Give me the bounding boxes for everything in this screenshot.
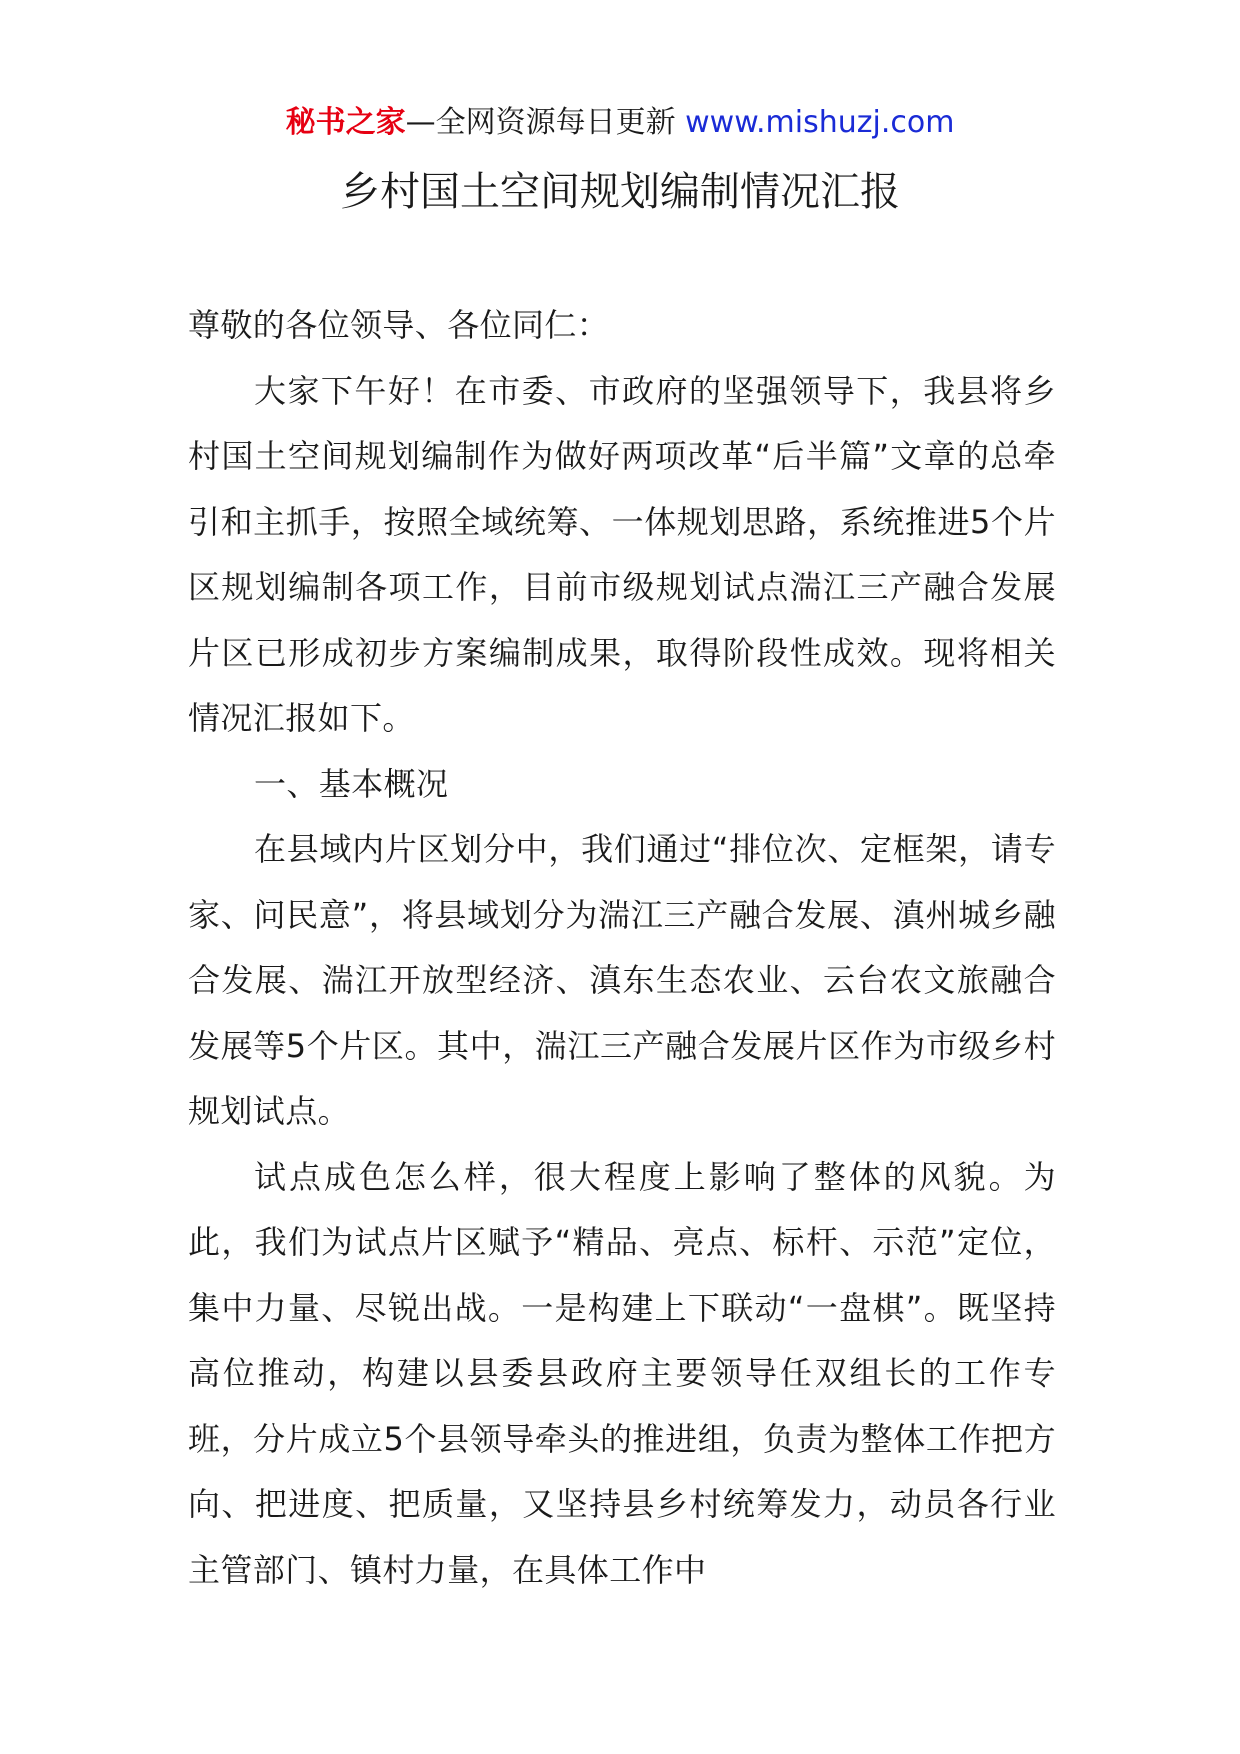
paragraph-intro: 大家下午好！在市委、市政府的坚强领导下，我县将乡村国土空间规划编制作为做好两项改革“后半篇”文章的总牵引和主抓手，按照全域统筹、一体规划思路，系统推进5个片区规划编制各项工作，目前市级规划试点湍江三产融合发展片区已形成初步方案编制成果，取得阶段性成效。现将相关情况汇报如下。 — [188, 371, 1056, 737]
site-header — [0, 103, 1240, 143]
paragraph-pilot: 试点成色怎么样，很大程度上影响了整体的风貌。为此，我们为试点片区赋予“精品、亮点、标杆、示范”定位，集中力量、尽锐出战。一是构建上下联动“一盘棋”。既坚持高位推动，构建以县委县政府主要领导任双组长的工作专班，分片成立5个县领导牵头的推进组，负责为整体工作把方向、把进度、把质量，又坚持县乡村统筹发力，动员各行业主管部门、镇村力量，在具体工作中 — [188, 1157, 1056, 1589]
header-slogan: —全网资源每日更新 — [405, 105, 676, 140]
brand-name: 秘书之家 — [285, 105, 406, 140]
document-title: 乡村国土空间规划编制情况汇报 — [340, 169, 900, 215]
salutation: 尊敬的各位领导、各位同仁： — [188, 306, 610, 344]
header-url-link[interactable]: www.mishuzj.com — [685, 105, 955, 140]
paragraph-overview: 在县域内片区划分中，我们通过“排位次、定框架，请专家、问民意”，将县域划分为湍江三产融合发展、滇州城乡融合发展、湍江开放型经济、滇东生态农业、云台农文旅融合发展等5个片区。其中，湍江三产融合发展片区作为市级乡村规划试点。 — [188, 830, 1056, 1130]
section-heading: 一、基本概况 — [254, 764, 449, 803]
document-body — [188, 293, 1056, 1603]
